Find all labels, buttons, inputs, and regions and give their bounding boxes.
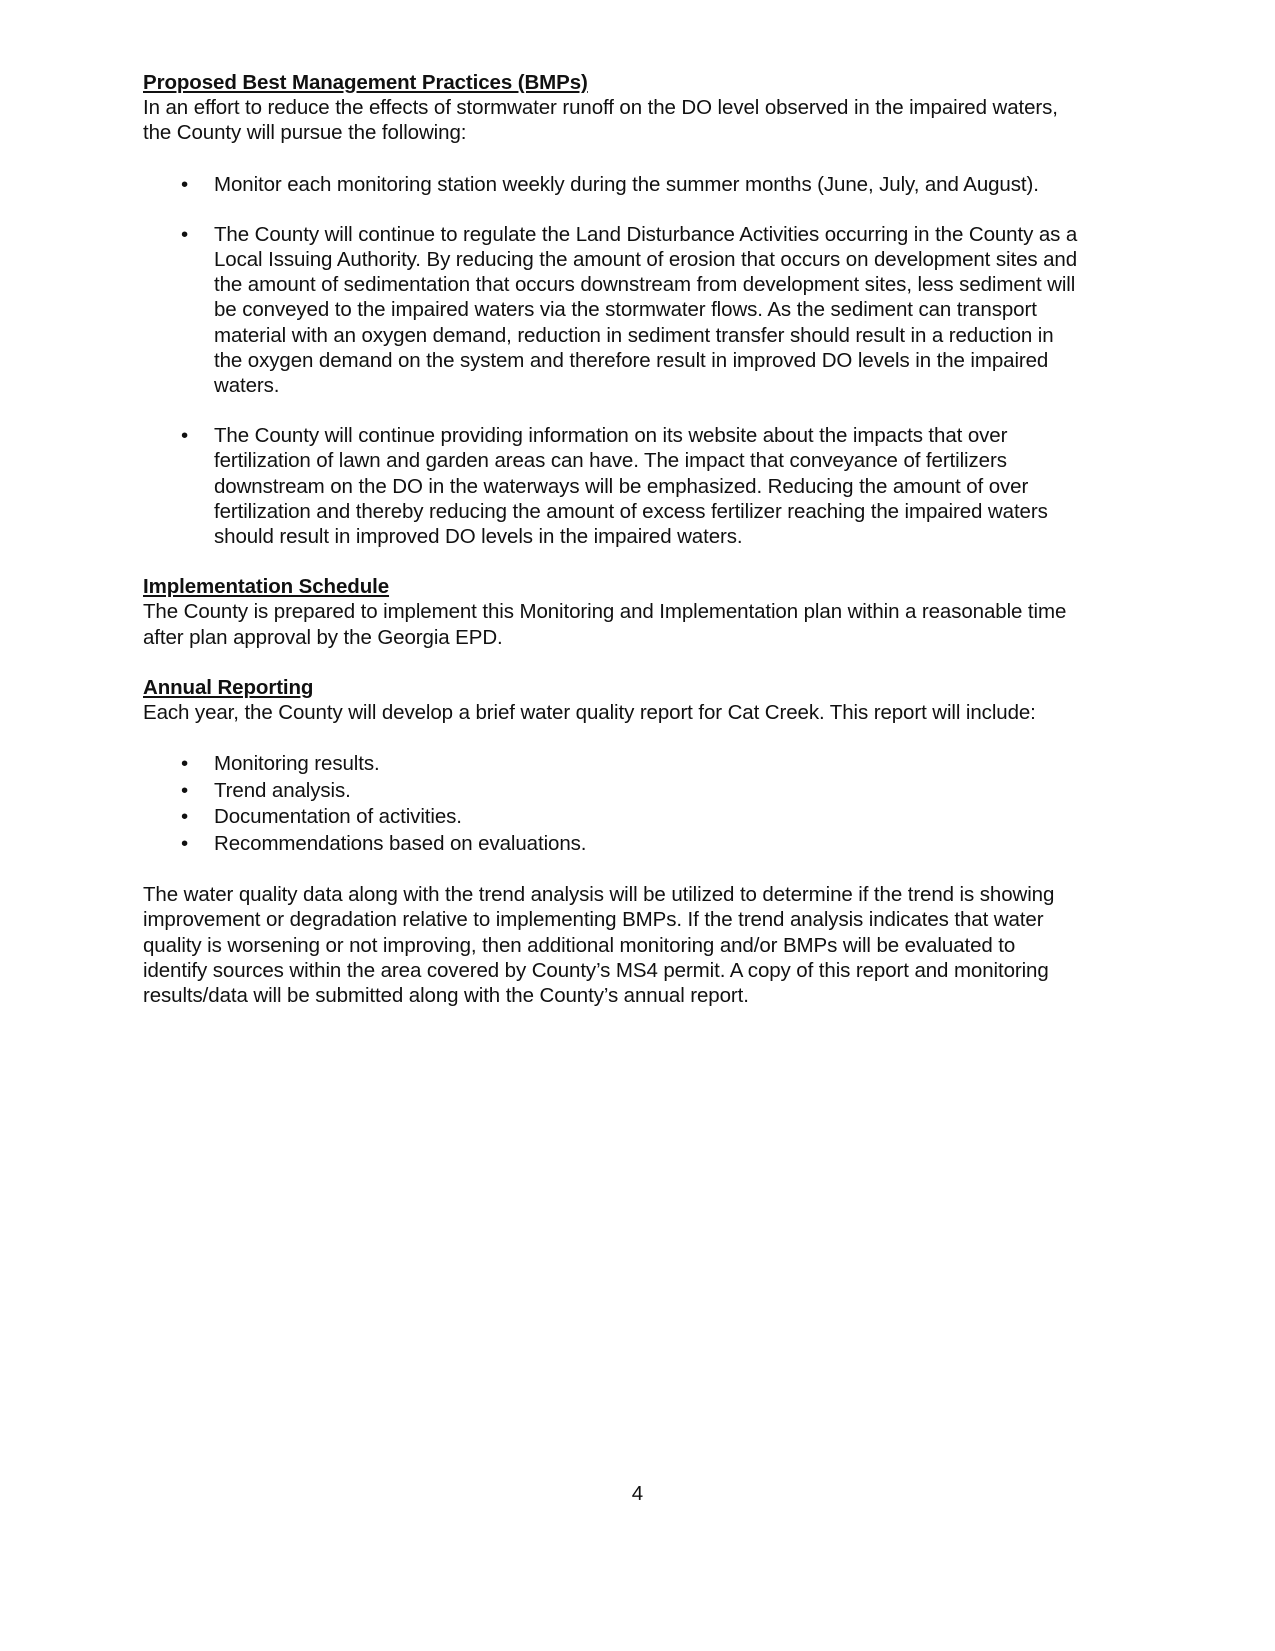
list-item [143,778,1078,805]
section-annual-reporting [143,675,1078,1008]
bmps-intro: In an effort to reduce the effects of stormwater runoff on the DO level observed in the impaired waters, the County will pursue the following: [143,96,1058,145]
document-page [143,70,1078,1008]
bullet-icon: • [181,805,189,829]
list-item-text: Recommendations based on evaluations. [214,831,587,855]
list-item [143,172,1078,197]
bullet-icon: • [181,752,189,776]
annual-reporting-intro: Each year, the County will develop a brief water quality report for Cat Creek. This report will include: [143,701,1036,725]
list-item-text: The County will continue providing information on its website about the impacts that over fertilization of lawn and garden areas can have. The impact that conveyance of fertilizers downstream on the DO in the waterways will be emphasized. Reducing the amount of over fertilization and thereby reducing the amount of excess fertilizer reaching the impaired waters should result in improved DO levels in the impaired waters. [214,424,1048,549]
list-item-text: Documentation of activities. [214,805,462,829]
annual-reporting-closing: The water quality data along with the trend analysis will be utilized to determine if the trend is showing improvement or degradation relative to implementing BMPs. If the trend analysis indicates that water quality is worsening or not improving, then additional monitoring and/or BMPs will be evaluated to identify sources within the area covered by County’s MS4 permit. A copy of this report and monitoring results/data will be submitted along with the County’s annual report. [143,883,1055,1008]
section-heading-annual-reporting: Annual Reporting [143,675,314,699]
bullet-icon: • [181,778,189,802]
list-item-text: Trend analysis. [214,778,351,802]
bullet-icon: • [181,424,189,448]
list-item-text: The County will continue to regulate the Land Disturbance Activities occurring in the County as a Local Issuing Authority. By reducing the amount of erosion that occurs on development sites and the amount of sedimentation that occurs downstream from development sites, less sediment will be conveyed to the impaired waters via the stormwater flows. As the sediment can transport material with an oxygen demand, reduction in sediment transfer should result in a reduction in the oxygen demand on the system and therefore result in improved DO levels in the impaired waters. [214,222,1078,398]
list-item [143,804,1078,831]
list-item [143,222,1078,398]
bullet-icon: • [181,172,189,196]
section-heading-bmps: Proposed Best Management Practices (BMPs) [143,71,588,94]
section-implementation [143,574,1078,650]
bmps-list [143,172,1078,550]
section-heading-implementation: Implementation Schedule [143,575,390,599]
bullet-icon: • [181,831,189,855]
list-item [143,423,1078,549]
implementation-body: The County is prepared to implement this Monitoring and Implementation plan within a reasonable time after plan approval by the Georgia EPD. [143,600,1067,649]
list-item-text: Monitor each monitoring station weekly during the summer months (June, July, and August). [214,172,1039,196]
page-number: 4 [631,1482,644,1505]
section-bmps [143,70,1078,549]
bullet-icon: • [181,222,189,246]
list-item [143,751,1078,778]
list-item-text: Monitoring results. [214,752,380,776]
list-item [143,831,1078,858]
report-contents-list [143,751,1078,857]
